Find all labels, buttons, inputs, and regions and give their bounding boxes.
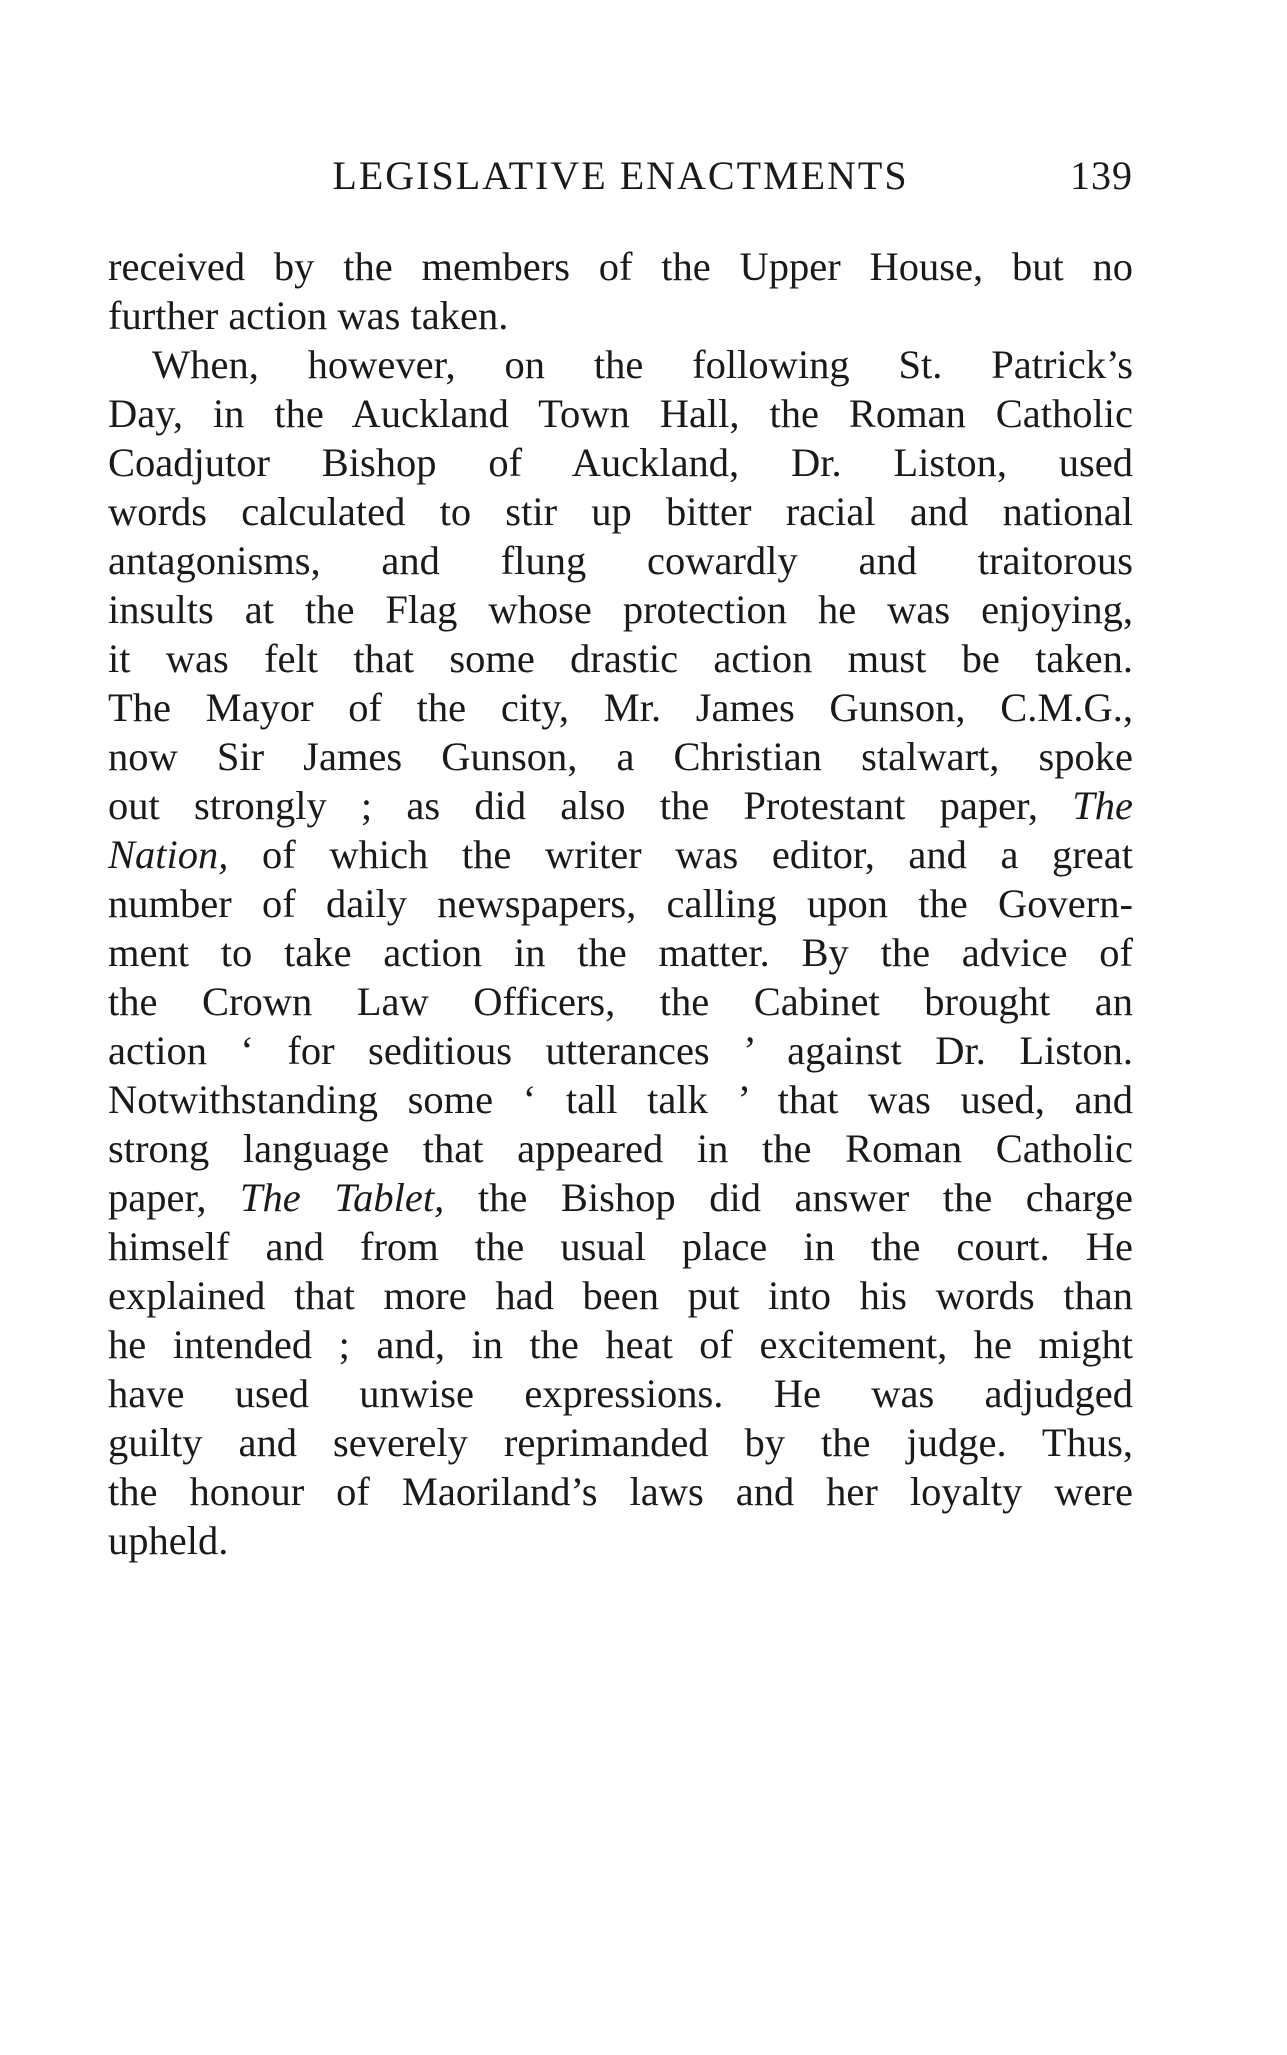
italic-title: The Tablet, [240, 1175, 445, 1220]
text-line: strong language that appeared in the Roman Catholic [108, 1126, 1133, 1171]
italic-title: Nation, [108, 832, 229, 877]
text-line [108, 781, 1133, 830]
text-line: upheld. [108, 1518, 229, 1563]
text-line: received by the members of the Upper House, but no [108, 244, 1133, 289]
text-segment: paper, [108, 1175, 207, 1220]
text-line: he intended ; and, in the heat of excitement, he might [108, 1322, 1133, 1367]
body-text [108, 242, 1133, 1565]
text-line: guilty and severely reprimanded by the judge. Thus, [108, 1420, 1133, 1465]
text-line: antagonisms, and flung cowardly and traitorous [108, 538, 1133, 583]
text-segment: of which the writer was editor, and a great [262, 832, 1133, 877]
text-line: ment to take action in the matter. By the advice of [108, 930, 1133, 975]
text-line: have used unwise expressions. He was adjudged [108, 1371, 1133, 1416]
text-line: the Crown Law Officers, the Cabinet brought an [108, 979, 1133, 1024]
italic-title: The [1072, 783, 1134, 828]
text-segment: the Bishop did answer the charge [477, 1175, 1133, 1220]
running-head [108, 148, 1133, 204]
text-line: number of daily newspapers, calling upon the Govern- [108, 881, 1133, 926]
text-line: insults at the Flag whose protection he was enjoying, [108, 587, 1133, 632]
text-line: it was felt that some drastic action must be taken. [108, 636, 1133, 681]
text-line: explained that more had been put into his words than [108, 1273, 1133, 1318]
running-title: LEGISLATIVE ENACTMENTS [332, 153, 909, 198]
text-line: When, however, on the following St. Patrick’s [152, 342, 1133, 387]
text-line [108, 830, 1133, 879]
text-segment: out strongly ; as did also the Protestant paper, [108, 783, 1039, 828]
text-line: now Sir James Gunson, a Christian stalwart, spoke [108, 734, 1133, 779]
text-line: words calculated to stir up bitter racial and national [108, 489, 1133, 534]
text-line: Notwithstanding some ‘ tall talk ’ that was used, and [108, 1077, 1133, 1122]
text-line: Coadjutor Bishop of Auckland, Dr. Liston, used [108, 440, 1133, 485]
text-line: Day, in the Auckland Town Hall, the Roman Catholic [108, 391, 1133, 436]
page-number: 139 [1070, 153, 1133, 198]
text-line: further action was taken. [108, 293, 509, 338]
text-line: himself and from the usual place in the court. He [108, 1224, 1133, 1269]
text-line [108, 1173, 1133, 1222]
text-line: action ‘ for seditious utterances ’ against Dr. Liston. [108, 1028, 1133, 1073]
text-line: the honour of Maoriland’s laws and her loyalty were [108, 1469, 1133, 1514]
text-line: The Mayor of the city, Mr. James Gunson, C.M.G., [108, 685, 1133, 730]
